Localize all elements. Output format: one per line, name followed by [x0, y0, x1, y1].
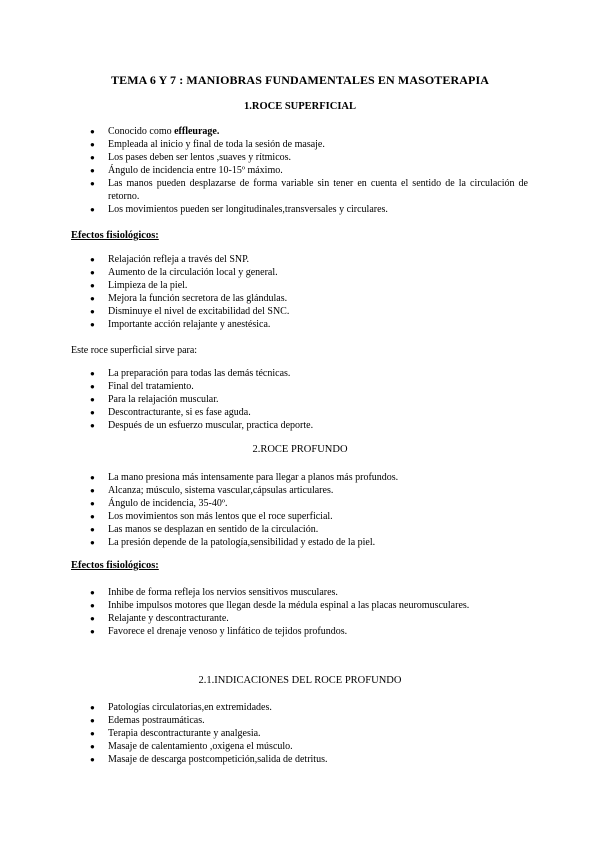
bullet-icon: ● [90, 525, 95, 534]
effects-heading-profundo: Efectos fisiológicos: [71, 560, 159, 571]
list-item: ● Las manos se desplazan en sentido de la circulación. [90, 524, 319, 535]
bullet-icon: ● [90, 153, 95, 162]
list-item: ● Favorece el drenaje venoso y linfático de tejidos profundos. [90, 626, 348, 637]
effleurage-term: effleurage. [174, 126, 220, 137]
list-item: ● Inhibe de forma refleja los nervios sensitivos musculares. [90, 587, 338, 598]
bullet-icon: ● [90, 369, 95, 378]
bullet-icon: ● [90, 281, 95, 290]
list-item: ● Para la relajación muscular. [90, 394, 219, 405]
bullet-icon: ● [90, 268, 95, 277]
bullet-icon: ● [90, 421, 95, 430]
indicaciones-list [90, 701, 528, 766]
bullet-icon: ● [90, 742, 95, 751]
list-item: ● Inhibe impulsos motores que llegan desde la médula espinal a las placas neuromusculares. [90, 600, 470, 611]
list-item: ● La preparación para todas las demás técnicas. [90, 368, 291, 379]
section-heading-roce-profundo: 2.ROCE PROFUNDO [252, 444, 348, 455]
bullet-icon: ● [90, 140, 95, 149]
list-item: ● Masaje de descarga postcompetición,salida de detritus. [90, 754, 328, 765]
bullet-icon: ● [90, 538, 95, 547]
bullet-icon: ● [90, 294, 95, 303]
list-item: ● Mejora la función secretora de las glándulas. [90, 293, 288, 304]
superficial-effects-list [90, 253, 528, 331]
bullet-icon: ● [90, 499, 95, 508]
bullet-icon: ● [90, 166, 95, 175]
list-item: ● Los pases deben ser lentos ,suaves y rítmicos. [90, 152, 292, 163]
bullet-icon: ● [90, 408, 95, 417]
list-item: ● Terapia descontracturante y analgesia. [90, 728, 261, 739]
bullet-icon: ● [90, 127, 95, 136]
list-item: ● Edemas postraumáticas. [90, 715, 205, 726]
superficial-uses-list [90, 367, 528, 432]
list-item: ● Disminuye el nivel de excitabilidad del SNC. [90, 306, 290, 317]
profundo-effects-list [90, 586, 528, 638]
list-item: ● Patologías circulatorias,en extremidades. [90, 702, 272, 713]
bullet-icon: ● [90, 755, 95, 764]
section-heading-roce-superficial: 1.ROCE SUPERFICIAL [243, 101, 356, 112]
list-item: ● La mano presiona más intensamente para llegar a planos más profundos. [90, 472, 399, 483]
list-item: ● Después de un esfuerzo muscular, practica deporte. [90, 420, 314, 431]
list-item: ● Los movimientos son más lentos que el roce superficial. [90, 511, 333, 522]
bullet-icon: ● [90, 307, 95, 316]
bullet-icon: ● [90, 703, 95, 712]
bullet-icon: ● [90, 205, 95, 214]
bullet-icon: ● [90, 395, 95, 404]
list-item: ● Aumento de la circulación local y general. [90, 267, 278, 278]
list-item: ● Empleada al inicio y final de toda la sesión de masaje. [90, 139, 325, 150]
list-item: ● Las manos pueden desplazarse de forma variable sin tener en cuenta el sentido de la circulación de retorno. [90, 178, 528, 202]
list-item: ● Ángulo de incidencia entre 10-15º máximo. [90, 165, 283, 176]
list-item: ● Limpieza de la piel. [90, 280, 188, 291]
list-item: ● Conocido como effleurage. [90, 126, 220, 137]
list-item: ● Relajación refleja a través del SNP. [90, 254, 250, 265]
bullet-icon: ● [90, 320, 95, 329]
roce-profundo-list [90, 471, 528, 549]
list-item: ● Descontracturante, si es fase aguda. [90, 407, 251, 418]
bullet-icon: ● [90, 179, 95, 188]
list-item: ● Final del tratamiento. [90, 381, 194, 392]
bullet-icon: ● [90, 512, 95, 521]
bullet-icon: ● [90, 486, 95, 495]
list-item: ● Importante acción relajante y anestésica. [90, 319, 271, 330]
bullet-icon: ● [90, 601, 95, 610]
bullet-icon: ● [90, 614, 95, 623]
bullet-icon: ● [90, 473, 95, 482]
bullet-icon: ● [90, 255, 95, 264]
bullet-icon: ● [90, 729, 95, 738]
bullet-icon: ● [90, 588, 95, 597]
bullet-icon: ● [90, 627, 95, 636]
effects-heading-superficial: Efectos fisiológicos: [71, 230, 159, 241]
list-item: ● Relajante y descontracturante. [90, 613, 229, 624]
list-item: ● La presión depende de la patología,sensibilidad y estado de la piel. [90, 537, 376, 548]
section-heading-indicaciones: 2.1.INDICACIONES DEL ROCE PROFUNDO [198, 675, 402, 686]
bullet-icon: ● [90, 382, 95, 391]
bullet-icon: ● [90, 716, 95, 725]
list-item: ● Los movimientos pueden ser longitudinales,transversales y circulares. [90, 204, 388, 215]
list-item: ● Masaje de calentamiento ,oxigena el músculo. [90, 741, 293, 752]
uses-intro: Este roce superficial sirve para: [71, 345, 198, 356]
list-item: ● Alcanza; músculo, sistema vascular,cápsulas articulares. [90, 485, 334, 496]
document-title: TEMA 6 Y 7 : MANIOBRAS FUNDAMENTALES EN MASOTERAPIA [110, 73, 489, 87]
roce-superficial-list [90, 125, 528, 216]
list-item: ● Ángulo de incidencia, 35-40º. [90, 498, 228, 509]
